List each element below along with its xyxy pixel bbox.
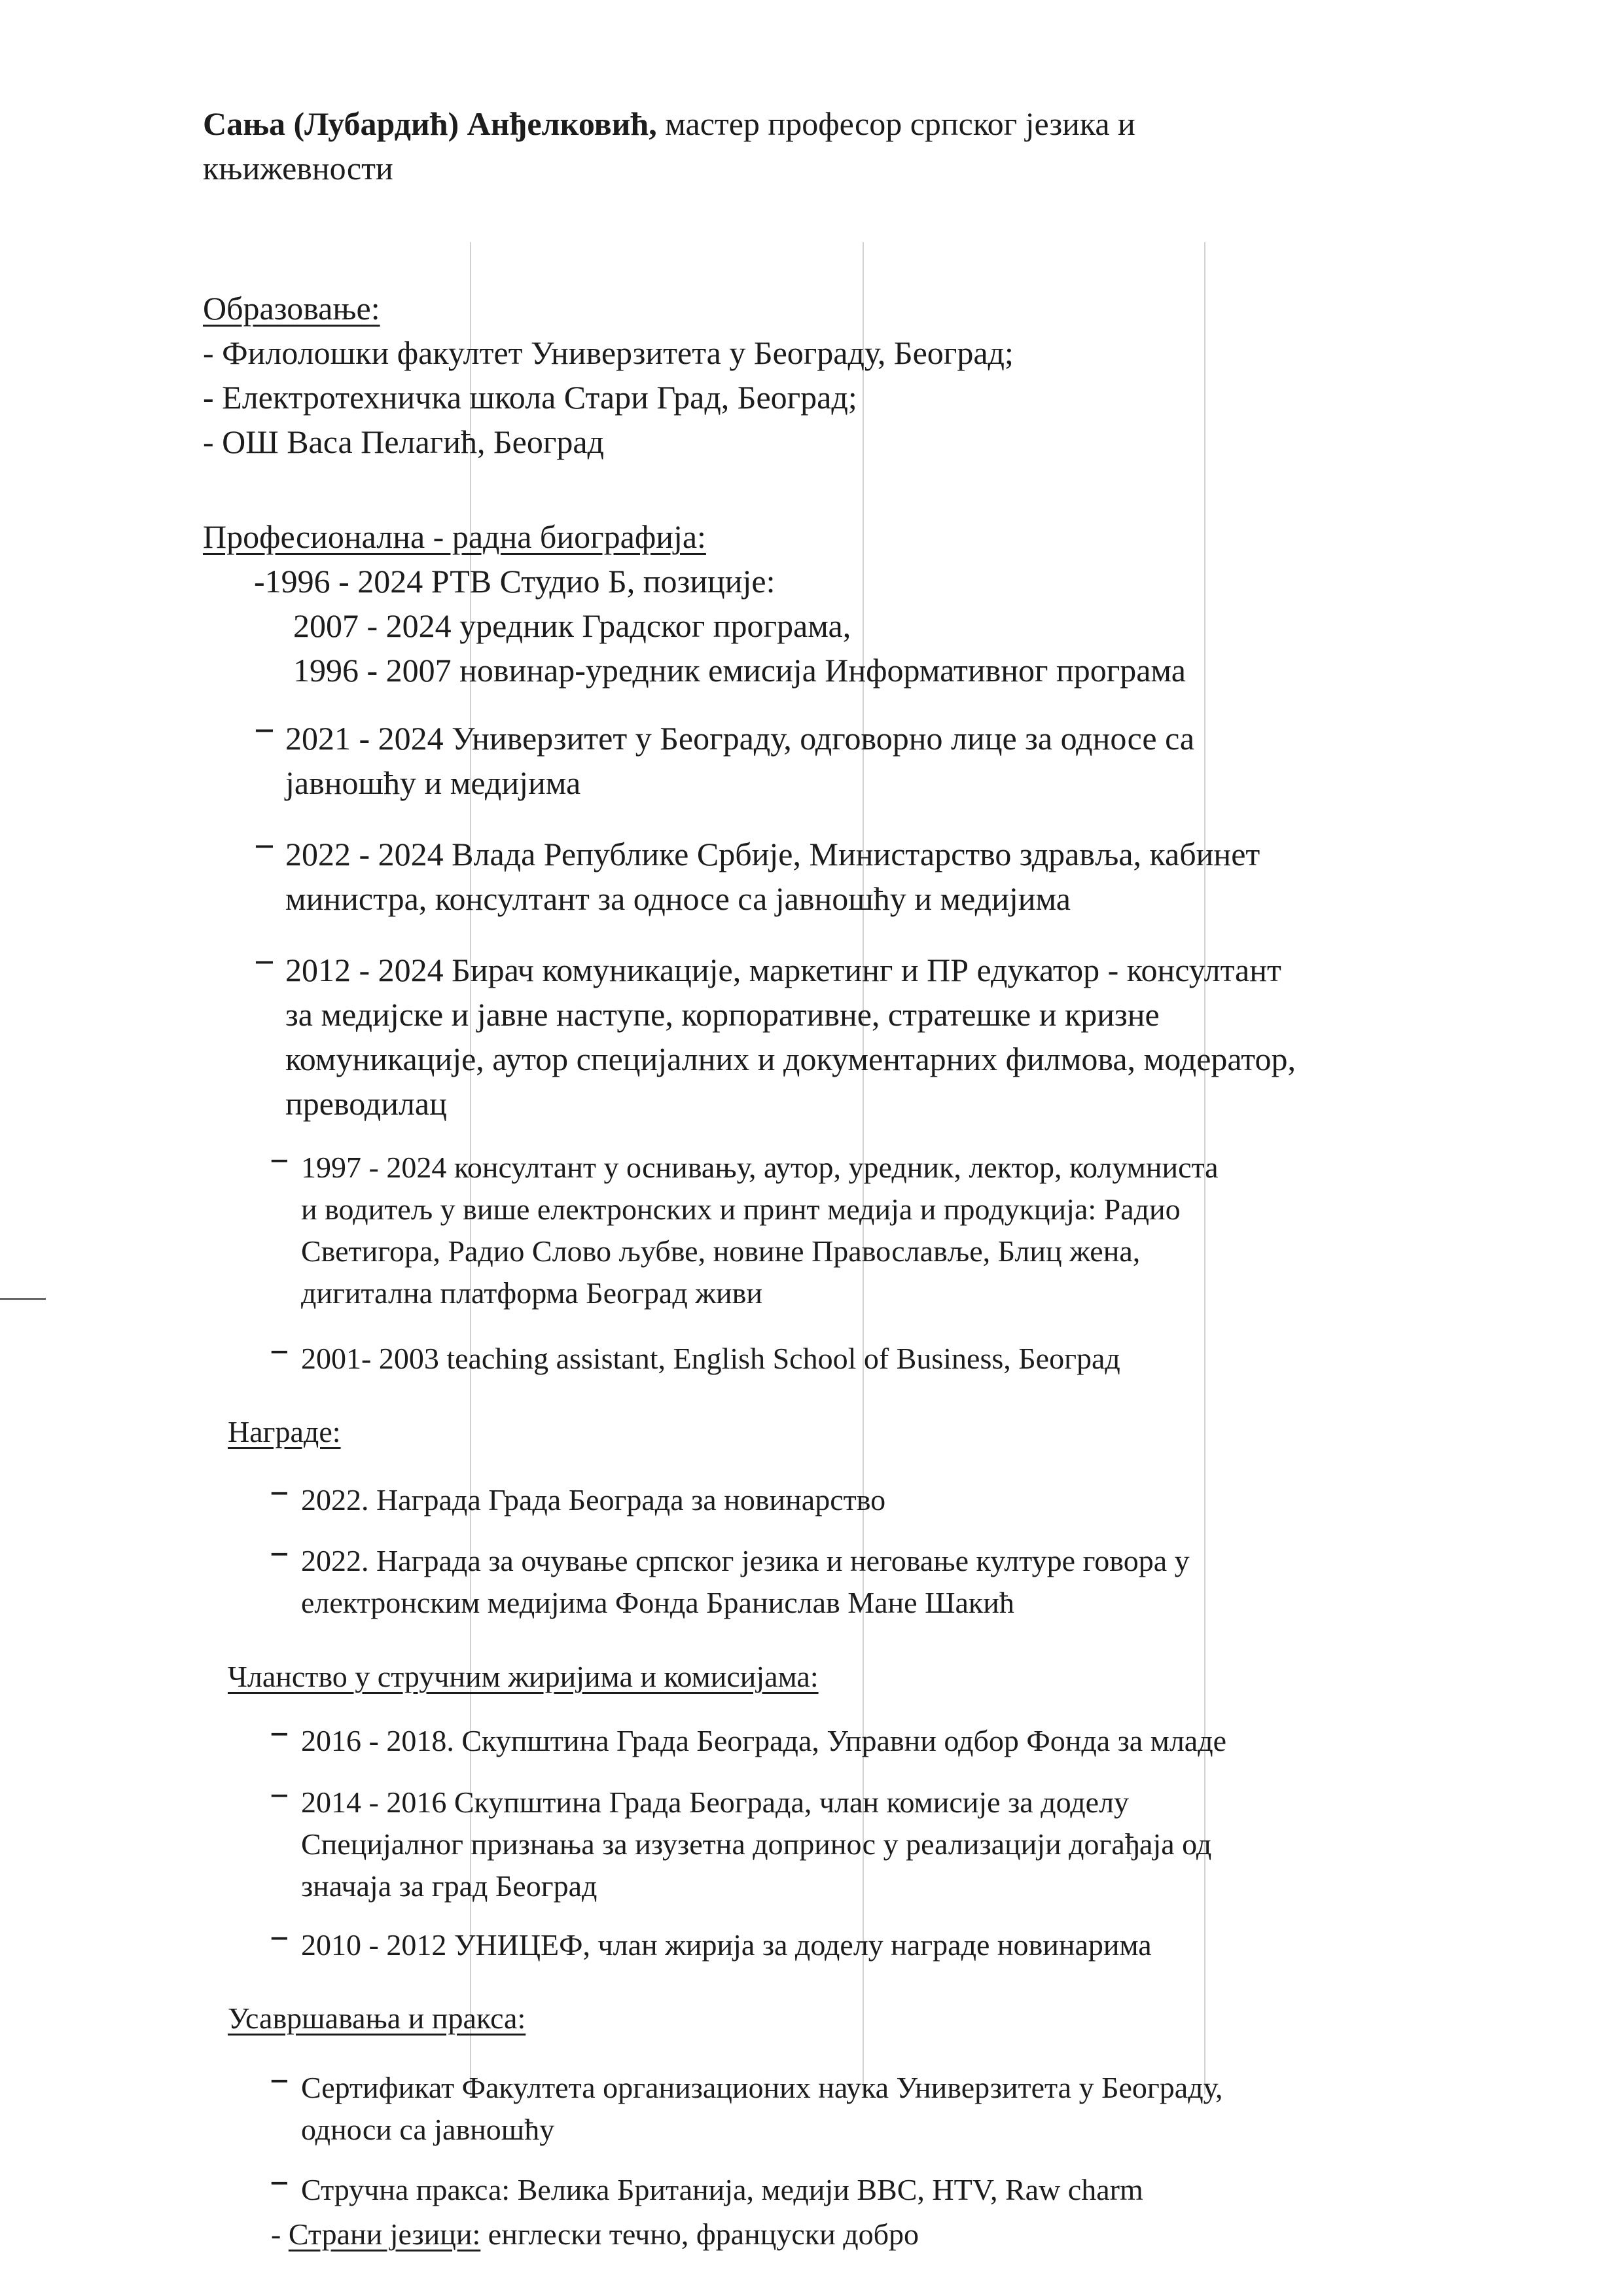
jury-item xyxy=(301,1720,1226,1762)
languages-label: Страни језици: xyxy=(288,2217,481,2251)
list-dash-icon: − xyxy=(270,2063,289,2100)
training-item xyxy=(301,2067,1223,2151)
career-item-line: 2001- 2003 teaching assistant, English School of Business, Београд xyxy=(301,1342,1120,1375)
list-dash-icon: − xyxy=(270,1475,289,1513)
jury-item xyxy=(301,1782,1211,1907)
person-title: мастер професор српског језика и xyxy=(656,105,1135,142)
document-header xyxy=(203,101,1135,146)
languages-line xyxy=(271,2214,919,2255)
career-item-line: 1997 - 2024 консултант у оснивању, аутор, уредник, лектор, колумниста xyxy=(301,1151,1219,1184)
list-dash-icon: − xyxy=(254,942,275,983)
list-dash-icon: − xyxy=(270,1334,289,1371)
education-item: - Филолошки факултет Универзитета у Београду, Београд; xyxy=(203,334,1014,371)
list-dash-icon: − xyxy=(270,1716,289,1753)
career-item-line: комуникације, аутор специјалних и документарних филмова, модератор, xyxy=(285,1041,1296,1077)
studio-b-position: 1996 - 2007 новинар-уредник емисија Информативног програма xyxy=(293,652,1186,689)
award-item-line: електронским медијима Фонда Бранислав Мане Шакић xyxy=(301,1586,1014,1619)
career-item xyxy=(285,716,1194,805)
studio-b-line: -1996 - 2024 РТВ Студио Б, позиције: xyxy=(254,563,776,600)
languages-prefix: - xyxy=(271,2217,289,2251)
jury-item-line: 2010 - 2012 УНИЦЕФ, члан жирија за доделу награде новинарима xyxy=(301,1928,1152,1962)
jury-item-line: 2014 - 2016 Скупштина Града Београда, члан комисије за доделу xyxy=(301,1785,1130,1819)
training-item xyxy=(301,2169,1143,2211)
person-title-continued: књижевности xyxy=(203,150,393,187)
list-dash-icon: − xyxy=(270,1920,289,1958)
studio-b-position: 2007 - 2024 уредник Градског програма, xyxy=(293,607,851,644)
list-dash-icon: − xyxy=(270,1536,289,1573)
career-item xyxy=(301,1147,1219,1314)
jury-item-line: 2016 - 2018. Скупштина Града Београда, Управни одбор Фонда за младе xyxy=(301,1724,1227,1757)
award-item xyxy=(301,1479,885,1521)
jury-item xyxy=(301,1924,1152,1966)
jury-item-line: Специјалног признања за изузетна допринос у реализацији догађаја од xyxy=(301,1827,1212,1861)
list-dash-icon: − xyxy=(270,2165,289,2202)
career-item-line: и водитељ у више електронских и принт медија и продукција: Радио xyxy=(301,1193,1181,1226)
juries-heading: Чланство у стручним жиријима и комисијама: xyxy=(228,1660,819,1693)
career-item-line: 2022 - 2024 Влада Републике Србије, Министарство здравља, кабинет xyxy=(285,836,1260,872)
career-item-line: преводилац xyxy=(285,1085,447,1122)
list-dash-icon: − xyxy=(270,1143,289,1180)
award-item-line: 2022. Награда за очување српског језика и неговање културе говора у xyxy=(301,1544,1190,1577)
training-heading: Усавршавања и пракса: xyxy=(228,2001,526,2035)
margin-mark xyxy=(0,1298,46,1300)
career-item xyxy=(301,1338,1120,1380)
education-heading: Образовање: xyxy=(203,290,380,327)
languages-text: енглески течно, француски добро xyxy=(480,2217,919,2251)
training-item-line: односи са јавношћу xyxy=(301,2113,555,2146)
list-dash-icon: − xyxy=(270,1778,289,1815)
awards-heading: Награде: xyxy=(228,1415,341,1448)
list-dash-icon: − xyxy=(254,827,275,867)
career-item xyxy=(285,948,1296,1126)
career-item-line: за медијске и јавне наступе, корпоративне, стратешке и кризне xyxy=(285,996,1160,1033)
career-item xyxy=(285,832,1260,921)
career-heading: Професионална - радна биографија: xyxy=(203,518,706,555)
career-item-line: дигитална платформа Београд живи xyxy=(301,1276,762,1310)
career-item-line: јавношћу и медијима xyxy=(285,764,581,801)
award-item-line: 2022. Награда Града Београда за новинарство xyxy=(301,1483,886,1516)
jury-item-line: значаја за град Београд xyxy=(301,1869,597,1903)
training-item-line: Сертификат Факултета организационих наука Универзитета у Београду, xyxy=(301,2071,1223,2104)
career-item-line: 2021 - 2024 Универзитет у Београду, одговорно лице за односе са xyxy=(285,720,1195,757)
list-dash-icon: − xyxy=(254,711,275,751)
career-item-line: Светигора, Радио Слово љубве, новине Православље, Блиц жена, xyxy=(301,1234,1141,1268)
training-item-line: Стручна пракса: Велика Британија, медији BBC, HTV, Raw charm xyxy=(301,2173,1143,2206)
award-item xyxy=(301,1540,1190,1624)
education-item: - ОШ Васа Пелагић, Београд xyxy=(203,423,604,460)
career-item-line: министра, консултант за односе са јавношћу и медијима xyxy=(285,880,1071,917)
education-item: - Електротехничка школа Стари Град, Београд; xyxy=(203,379,857,416)
career-item-line: 2012 - 2024 Бирач комуникације, маркетинг и ПР едукатор - консултант xyxy=(285,952,1281,988)
person-name: Сања (Лубардић) Анђелковић, xyxy=(203,105,657,142)
